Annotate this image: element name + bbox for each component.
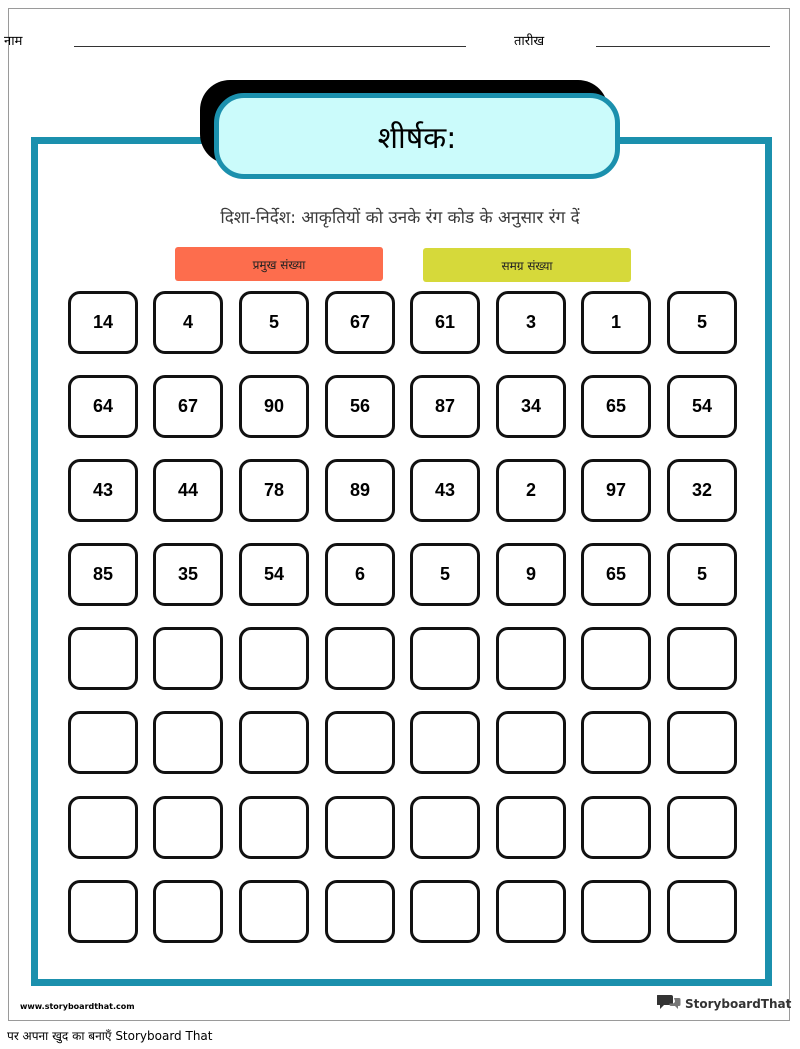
grid-cell[interactable] [496, 627, 566, 690]
grid-cell[interactable]: 43 [410, 459, 480, 522]
footer-url: www.storyboardthat.com [20, 1002, 135, 1011]
grid-cell[interactable]: 56 [325, 375, 395, 438]
grid-cell[interactable] [410, 796, 480, 859]
grid-cell[interactable]: 5 [239, 291, 309, 354]
grid-cell[interactable]: 43 [68, 459, 138, 522]
grid-cell[interactable] [496, 796, 566, 859]
grid-cell[interactable]: 34 [496, 375, 566, 438]
worksheet-frame [31, 137, 772, 986]
key-prime-number [175, 247, 383, 281]
grid-cell[interactable]: 65 [581, 543, 651, 606]
grid-cell[interactable] [667, 880, 737, 943]
grid-cell[interactable]: 64 [68, 375, 138, 438]
grid-cell[interactable] [68, 711, 138, 774]
grid-cell[interactable] [581, 711, 651, 774]
grid-cell[interactable]: 5 [667, 291, 737, 354]
grid-cell[interactable]: 87 [410, 375, 480, 438]
bottom-caption: पर अपना खुद का बनाएँ Storyboard That [7, 1029, 213, 1043]
grid-cell[interactable] [496, 711, 566, 774]
grid-cell[interactable] [325, 880, 395, 943]
grid-cell[interactable]: 89 [325, 459, 395, 522]
grid-cell[interactable] [239, 627, 309, 690]
grid-cell[interactable] [239, 711, 309, 774]
grid-cell[interactable]: 6 [325, 543, 395, 606]
grid-cell[interactable] [667, 796, 737, 859]
grid-cell[interactable] [325, 627, 395, 690]
grid-cell[interactable]: 61 [410, 291, 480, 354]
instructions-text: दिशा-निर्देश: आकृतियों को उनके रंग कोड के अनुसार रंग दें [220, 208, 580, 228]
grid-cell[interactable] [153, 796, 223, 859]
grid-cell[interactable] [153, 627, 223, 690]
grid-cell[interactable]: 32 [667, 459, 737, 522]
grid-cell[interactable]: 67 [325, 291, 395, 354]
logo-text: StoryboardThat [685, 997, 792, 1011]
grid-cell[interactable] [153, 880, 223, 943]
grid-cell[interactable] [68, 796, 138, 859]
grid-cell[interactable]: 54 [239, 543, 309, 606]
grid-cell[interactable]: 2 [496, 459, 566, 522]
grid-cell[interactable] [496, 880, 566, 943]
date-line [596, 46, 770, 47]
grid-cell[interactable] [410, 880, 480, 943]
grid-cell[interactable] [239, 880, 309, 943]
grid-cell[interactable]: 54 [667, 375, 737, 438]
grid-cell[interactable]: 78 [239, 459, 309, 522]
grid-cell[interactable] [581, 880, 651, 943]
grid-cell[interactable] [667, 627, 737, 690]
grid-cell[interactable] [667, 711, 737, 774]
grid-cell[interactable] [410, 711, 480, 774]
grid-cell[interactable] [325, 796, 395, 859]
grid-cell[interactable]: 44 [153, 459, 223, 522]
storyboardthat-logo [657, 993, 791, 1015]
grid-cell[interactable]: 5 [667, 543, 737, 606]
key-prime-label: प्रमुख संख्या [252, 257, 306, 272]
page-title: शीर्षक: [377, 120, 457, 156]
grid-cell[interactable]: 5 [410, 543, 480, 606]
grid-cell[interactable] [239, 796, 309, 859]
grid-cell[interactable]: 9 [496, 543, 566, 606]
grid-cell[interactable]: 3 [496, 291, 566, 354]
grid-cell[interactable]: 4 [153, 291, 223, 354]
grid-cell[interactable] [581, 627, 651, 690]
grid-cell[interactable]: 35 [153, 543, 223, 606]
grid-cell[interactable]: 85 [68, 543, 138, 606]
grid-cell[interactable] [68, 627, 138, 690]
key-composite-label: समग्र संख्या [501, 258, 553, 273]
grid-cell[interactable]: 97 [581, 459, 651, 522]
speech-bubbles-icon [657, 993, 681, 1015]
grid-cell[interactable] [581, 796, 651, 859]
grid-cell[interactable]: 65 [581, 375, 651, 438]
name-label: नाम [4, 34, 23, 49]
grid-cell[interactable] [410, 627, 480, 690]
date-label: तारीख [514, 34, 545, 49]
grid-cell[interactable] [325, 711, 395, 774]
grid-cell[interactable]: 14 [68, 291, 138, 354]
grid-cell[interactable]: 1 [581, 291, 651, 354]
grid-cell[interactable] [153, 711, 223, 774]
grid-cell[interactable]: 90 [239, 375, 309, 438]
grid-cell[interactable]: 67 [153, 375, 223, 438]
title-box [214, 93, 620, 179]
grid-cell[interactable] [68, 880, 138, 943]
key-composite-number [423, 248, 631, 282]
name-line [74, 46, 466, 47]
